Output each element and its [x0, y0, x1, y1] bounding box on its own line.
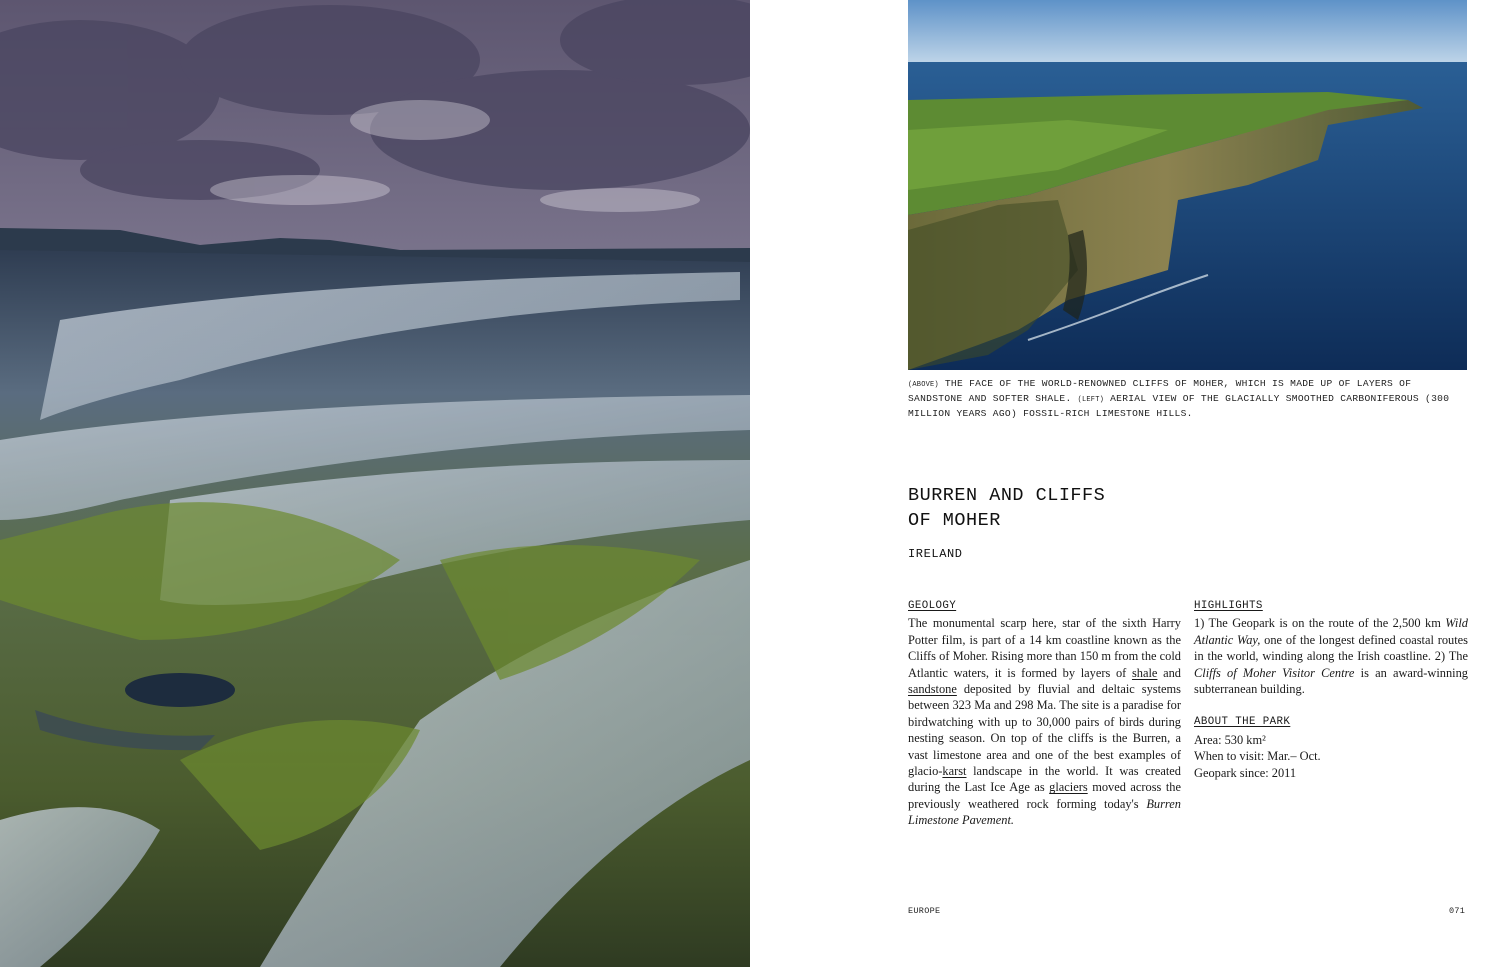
geology-text-part: deposited by fluvial and deltaic systems between 323 Ma and 298 Ma. The site is a paradise for birdwatching with up to 30,000 pairs of birds during nesting season. On top of the cliffs is the Burren, a vast limestone area and one of the best examples of glacio- — [908, 682, 1181, 779]
highlights-text-part: one of the longest defined coastal routes in the world, winding along the Irish coastline. 2) The — [1194, 632, 1468, 664]
caption-text-left: AERIAL VIEW OF THE GLACIALLY SMOOTHED CARBONIFEROUS (300 MILLION YEARS AGO) FOSSIL-RICH LIMESTONE HILLS. — [908, 393, 1450, 419]
about-heading: ABOUT THE PARK — [1194, 716, 1291, 729]
footer-section-label: EUROPE — [908, 906, 941, 916]
cliffs-of-moher-photo — [908, 0, 1467, 370]
burren-pavement-emphasis: Burren Limestone Pavement. — [908, 796, 1181, 828]
article-title-line1: BURREN AND CLIFFS — [908, 485, 1106, 506]
highlights-text-part: is an award-winning subterranean building. — [1194, 665, 1468, 697]
highlights-heading: HIGHLIGHTS — [1194, 600, 1263, 612]
visitor-centre-emphasis: Cliffs of Moher Visitor Centre — [1194, 665, 1355, 680]
term-shale: shale — [1131, 665, 1158, 680]
geology-section — [908, 598, 1181, 829]
geology-text — [908, 615, 1181, 828]
page-number: 071 — [1449, 906, 1466, 916]
term-glaciers: glaciers — [1049, 780, 1088, 795]
about-the-park — [1194, 714, 1468, 781]
park-area: Area: 530 km² — [1194, 732, 1266, 747]
caption-text-above: THE FACE OF THE WORLD-RENOWNED CLIFFS OF MOHER, WHICH IS MADE UP OF LAYERS OF SANDSTONE AND SOFTER SHALE. — [908, 378, 1412, 404]
caption-tag-left: (LEFT) — [1077, 396, 1105, 404]
geology-heading: GEOLOGY — [908, 600, 957, 612]
highlights-text — [1194, 615, 1468, 697]
article-title — [908, 483, 1308, 533]
highlights-section — [1194, 598, 1468, 781]
geology-text-part: and — [1157, 665, 1182, 680]
term-karst: karst — [942, 764, 967, 779]
geology-text-part: landscape in the world. It was created during the Last Ice Age as — [908, 764, 1181, 795]
highlights-text-part: 1) The Geopark is on the route of the 2,500 km — [1194, 616, 1446, 631]
country-label: IRELAND — [908, 547, 963, 561]
photo-caption — [908, 377, 1468, 420]
park-visit-season: When to visit: Mar.– Oct. — [1194, 749, 1321, 764]
article-title-line2: OF MOHER — [908, 510, 1001, 531]
geology-text-part: moved across the previously weathered rock forming today's — [908, 780, 1181, 811]
wild-atlantic-way-emphasis: Wild Atlantic Way, — [1194, 616, 1468, 647]
geopark-since: Geopark since: 2011 — [1194, 765, 1297, 780]
term-sandstone: sandstone — [908, 682, 957, 697]
geology-text-part: The monumental scarp here, star of the sixth Harry Potter film, is part of a 14 km coastline known as the Cliffs of Moher. Rising more than 150 m from the cold Atlantic waters, it is formed by layers of — [908, 616, 1181, 680]
caption-tag-above: (ABOVE) — [908, 381, 939, 389]
